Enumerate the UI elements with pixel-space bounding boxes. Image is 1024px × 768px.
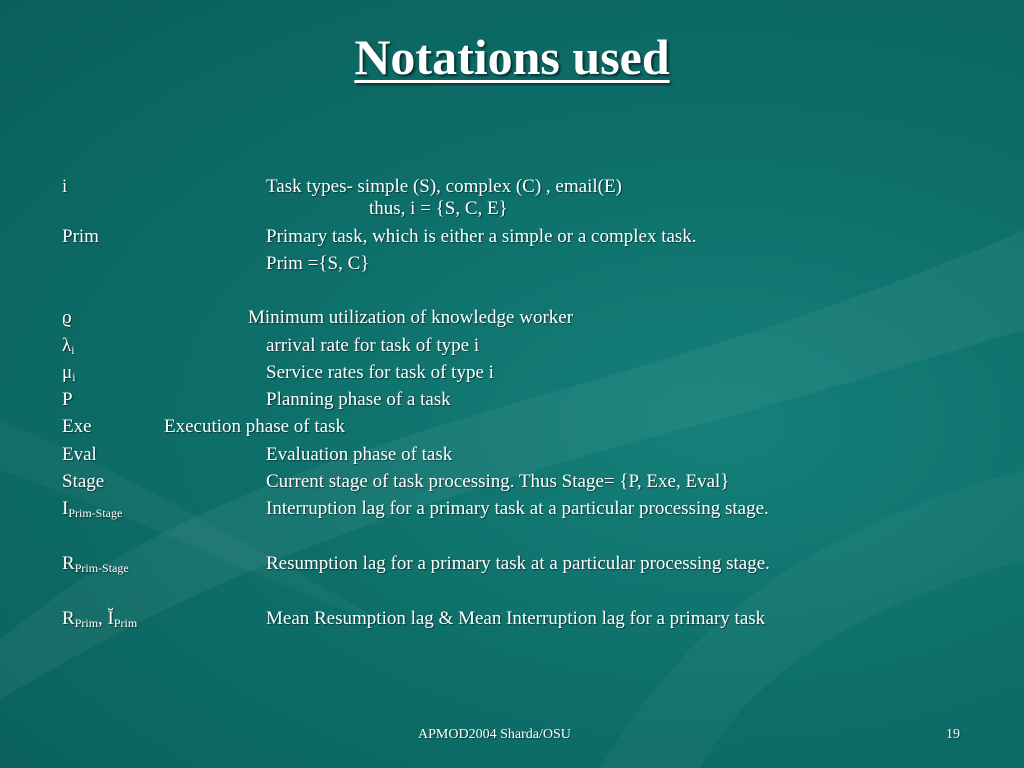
description-stage: Current stage of task processing. Thus Stage= {P, Exe, Eval} [266, 471, 730, 492]
symbol-mu-subscript: i [72, 370, 76, 384]
description-rho: Minimum utilization of knowledge worker [248, 307, 574, 328]
symbol-i-prim-stage [62, 498, 122, 520]
symbol-rho: ϱ [62, 307, 72, 328]
symbol-lambda-subscript: i [71, 343, 75, 357]
symbol-r-prim-base: R [62, 608, 75, 629]
symbol-p: P [62, 389, 73, 410]
description-lambda: arrival rate for task of type i [266, 335, 480, 356]
description-r-prim-stage: Resumption lag for a primary task at a particular processing stage. [266, 553, 770, 574]
symbol-lambda [62, 335, 75, 357]
description-exe: Execution phase of task [164, 416, 345, 437]
symbol-r-prim-stage-base: R [62, 553, 75, 574]
symbol-stage: Stage [62, 471, 105, 492]
description-eval: Evaluation phase of task [266, 444, 453, 465]
symbol-i-prim-stage-base: I [62, 498, 69, 519]
symbol-r-prim-subscript: Prim [74, 616, 99, 630]
description-i: Task types- simple (S), complex (C) , email(E) [266, 176, 622, 197]
description-prim-set: Prim ={S, C} [266, 253, 370, 274]
footer-source: APMOD2004 Sharda/OSU [418, 727, 571, 742]
description-i-prim-stage: Interruption lag for a primary task at a particular processing stage. [266, 498, 769, 519]
symbol-i-prim-base: Ĭ [107, 608, 114, 629]
symbol-mu-base: μ [62, 362, 73, 383]
description-p: Planning phase of a task [266, 389, 451, 410]
symbol-r-prim-stage [62, 553, 129, 575]
symbol-lambda-base: λ [62, 335, 72, 356]
description-prim: Primary task, which is either a simple or a complex task. [266, 226, 697, 247]
description-r-i-prim: Mean Resumption lag & Mean Interruption lag for a primary task [266, 608, 766, 629]
symbol-eval: Eval [62, 444, 97, 465]
symbol-r-prim-stage-subscript: Prim-Stage [74, 561, 129, 575]
symbol-exe: Exe [62, 416, 92, 437]
symbol-separator: , [98, 608, 108, 629]
slide-title: Notations used [354, 29, 670, 85]
symbol-i: i [62, 176, 68, 197]
description-i-set: thus, i = {S, C, E} [369, 198, 508, 219]
symbol-i-prim-stage-subscript: Prim-Stage [68, 506, 123, 520]
symbol-prim: Prim [62, 226, 99, 247]
symbol-r-i-prim [62, 608, 137, 630]
symbol-mu [62, 362, 76, 384]
description-mu: Service rates for task of type i [266, 362, 494, 383]
symbol-i-prim-subscript: Prim [113, 616, 138, 630]
page-number: 19 [946, 727, 960, 742]
